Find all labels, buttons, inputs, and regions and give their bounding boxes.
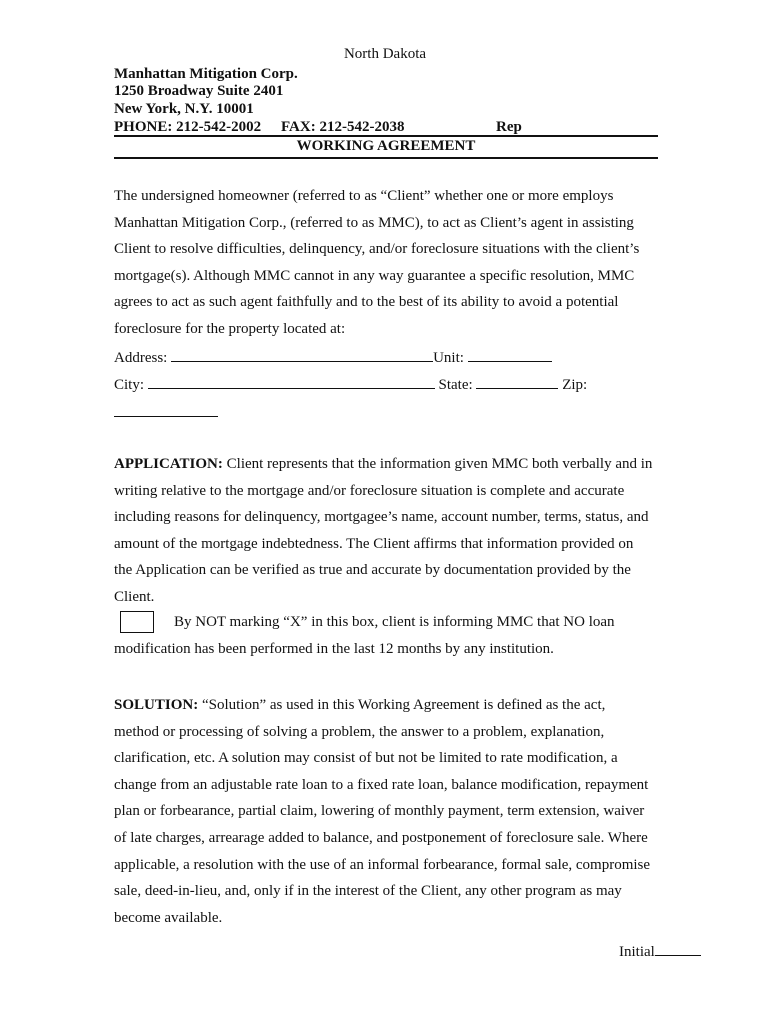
application-line: amount of the mortgage indebtedness. The Client affirms that information provided on <box>114 535 634 552</box>
solution-line: applicable, a resolution with the use of an informal forbearance, formal sale, compromise <box>114 856 651 873</box>
rep-label: Rep <box>496 119 522 135</box>
application-line: Client. <box>114 588 155 605</box>
intro-line: Client to resolve difficulties, delinquency, and/or foreclosure situations with the client’s <box>114 241 640 258</box>
unit-label: Unit: <box>433 350 464 366</box>
state-field[interactable] <box>476 374 558 389</box>
initial-row <box>619 941 701 961</box>
city-field[interactable] <box>148 374 435 389</box>
initial-field[interactable] <box>655 941 701 956</box>
intro-line: The undersigned homeowner (referred to as “Client” whether one or more employs <box>114 188 614 204</box>
company-fax: FAX: 212-542-2038 <box>281 119 405 135</box>
company-phone: PHONE: 212-542-2002 <box>114 119 262 135</box>
application-text: Client represents that the information given MMC both verbally and in <box>222 456 653 472</box>
header-bottom-rule <box>114 157 658 159</box>
company-address-line1: 1250 Broadway Suite 2401 <box>114 83 284 99</box>
application-line: the Application can be verified as true and accurate by documentation provided by the <box>114 562 631 579</box>
address-row <box>114 347 552 368</box>
company-address-line2: New York, N.Y. 10001 <box>114 101 254 117</box>
solution-heading: SOLUTION: <box>114 697 199 713</box>
intro-line: foreclosure for the property located at: <box>114 320 346 337</box>
solution-line: of late charges, arrearage added to balance, and postponement of foreclosure sale. Where <box>114 829 648 846</box>
address-field[interactable] <box>171 347 433 362</box>
checkbox-label-line2: modification has been performed in the last 12 months by any institution. <box>114 641 554 657</box>
solution-paragraph <box>114 692 662 931</box>
intro-line: agrees to act as such agent faithfully and to the best of its ability to avoid a potential <box>114 294 619 311</box>
document-title: WORKING AGREEMENT <box>296 138 476 154</box>
solution-text: “Solution” as used in this Working Agreement is defined as the act, <box>198 697 606 713</box>
unit-field[interactable] <box>468 347 552 362</box>
solution-line <box>114 692 662 719</box>
address-label: Address: <box>114 350 168 366</box>
city-label: City: <box>114 377 145 393</box>
solution-line: method or processing of solving a problem, the answer to a problem, explanation, <box>114 723 605 740</box>
solution-line: plan or forbearance, partial claim, lowering of monthly payment, term extension, waiver <box>114 803 645 820</box>
intro-line: mortgage(s). Although MMC cannot in any way guarantee a specific resolution, MMC <box>114 267 635 284</box>
application-line: writing relative to the mortgage and/or foreclosure situation is complete and accurate <box>114 482 625 499</box>
application-line: including reasons for delinquency, mortgagee’s name, account number, terms, status, and <box>114 509 649 526</box>
application-line <box>114 451 662 478</box>
zip-field[interactable] <box>114 402 218 417</box>
header-top-rule <box>114 135 658 137</box>
solution-line: sale, deed-in-lieu, and, only if in the interest of the Client, any other program as may <box>114 883 622 900</box>
solution-line: become available. <box>114 909 223 926</box>
city-row <box>114 374 587 395</box>
state-field-label: State: <box>438 377 473 393</box>
loan-modification-checkbox[interactable] <box>120 611 154 633</box>
application-paragraph <box>114 451 662 611</box>
solution-line: change from an adjustable rate loan to a fixed rate loan, balance modification, repayment <box>114 776 649 793</box>
intro-paragraph <box>114 183 662 343</box>
company-name: Manhattan Mitigation Corp. <box>114 66 298 82</box>
zip-label: Zip: <box>562 377 588 393</box>
checkbox-label-line1: By NOT marking “X” in this box, client is informing MMC that NO loan <box>174 614 615 630</box>
application-heading: APPLICATION: <box>114 456 223 472</box>
initial-label: Initial <box>619 944 655 960</box>
solution-line: clarification, etc. A solution may consist of but not be limited to rate modification, a <box>114 750 618 767</box>
state-label: North Dakota <box>343 46 427 62</box>
intro-line: Manhattan Mitigation Corp., (referred to as MMC), to act as Client’s agent in assisting <box>114 214 634 231</box>
